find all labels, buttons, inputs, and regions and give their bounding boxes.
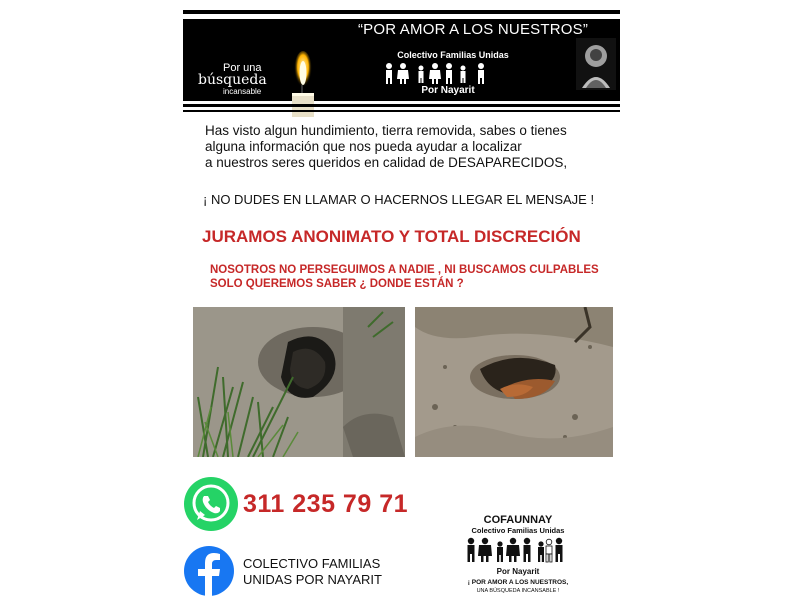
- tagline-line-2: búsqueda: [198, 72, 267, 88]
- intro-paragraph: [205, 123, 615, 171]
- call-to-action: ¡ NO DUDES EN LLAMAR O HACERNOS LLEGAR EL MENSAJE !: [203, 192, 595, 207]
- sinkhole-photo-grass: [193, 307, 405, 457]
- sinkhole-photo-soil: [415, 307, 613, 457]
- header-bottom-rule-thin: [183, 110, 620, 112]
- family-figures-icon: [463, 537, 573, 563]
- portrait-seal-icon: [576, 38, 616, 90]
- whatsapp-icon[interactable]: [183, 476, 239, 532]
- facebook-page-name[interactable]: [243, 556, 382, 588]
- note-line-1: NOSOTROS NO PERSEGUIMOS A NADIE , NI BUSCAMOS CULPABLES: [210, 264, 599, 276]
- header-banner: [183, 19, 620, 101]
- tagline-line-3: incansable: [223, 87, 262, 96]
- intro-line-1: Has visto algun hundimiento, tierra removida, sabes o tienes: [205, 123, 567, 138]
- colectivo-name: Colectivo Familias Unidas: [397, 50, 509, 60]
- facebook-icon[interactable]: [183, 545, 235, 597]
- cofaunnay-logo: [458, 514, 578, 594]
- logo-title: COFAUNNAY: [483, 514, 553, 526]
- phone-number[interactable]: 311 235 79 71: [243, 490, 408, 518]
- note-line-2: SOLO QUEREMOS SABER ¿ DONDE ESTÁN ?: [210, 278, 464, 290]
- logo-subtitle: Colectivo Familias Unidas: [471, 526, 565, 535]
- slogan-heading: “POR AMOR A LOS NUESTROS”: [357, 21, 589, 38]
- intro-line-3: a nuestros seres queridos en calidad de DESAPARECIDOS,: [205, 155, 568, 170]
- facebook-name-line-2: UNIDAS POR NAYARIT: [243, 572, 382, 587]
- top-rule: [183, 10, 620, 14]
- family-figures-icon: [383, 62, 505, 84]
- logo-por-nayarit: Por Nayarit: [496, 567, 540, 576]
- flyer: [183, 0, 620, 600]
- tagline-line-1: Por una: [223, 62, 262, 74]
- logo-slogan: ¡ POR AMOR A LOS NUESTROS,: [467, 579, 569, 586]
- intro-line-2: alguna información que nos pueda ayudar a localizar: [205, 139, 522, 154]
- facebook-name-line-1: COLECTIVO FAMILIAS: [243, 556, 381, 571]
- candle-icon: [287, 49, 319, 119]
- por-nayarit-heading: Por Nayarit: [421, 85, 475, 96]
- logo-search-line: UNA BÚSQUEDA INCANSABLE !: [476, 588, 560, 594]
- search-purpose-note: [210, 263, 610, 291]
- header-bottom-rule: [183, 104, 620, 107]
- anonymity-oath: JURAMOS ANONIMATO Y TOTAL DISCRECIÓN: [202, 227, 581, 246]
